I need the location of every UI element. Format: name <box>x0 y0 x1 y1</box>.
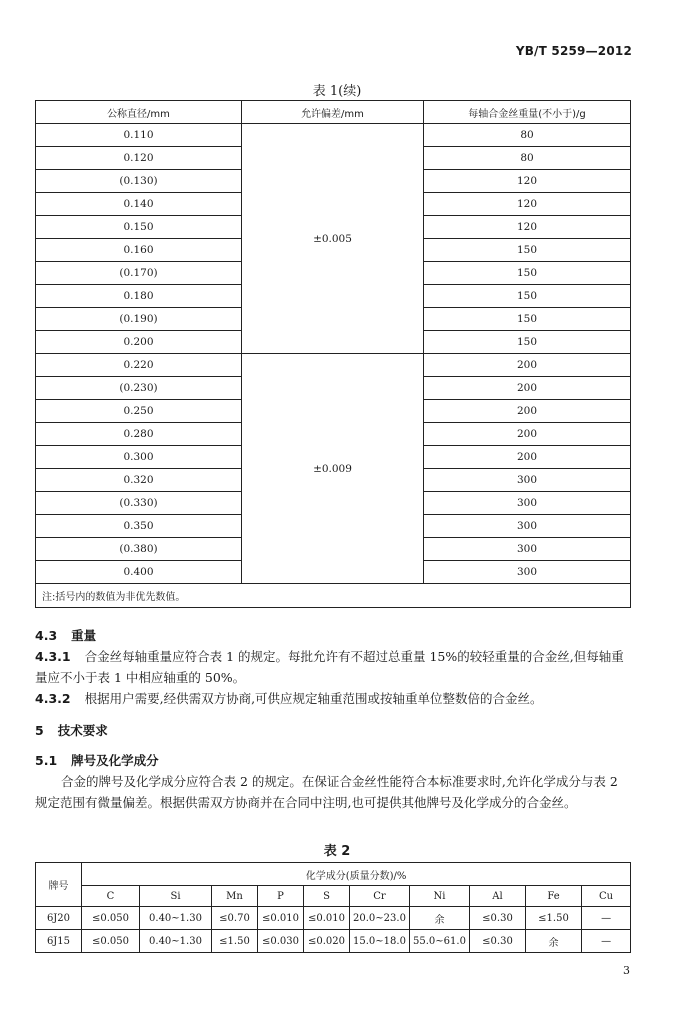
table1-diameter-cell: 0.220 <box>36 354 242 377</box>
table2-value-cell: ≤0.010 <box>258 907 304 930</box>
table2-value-cell: 55.0~61.0 <box>410 930 470 953</box>
table2-element-header: S <box>304 886 350 907</box>
table1-diameter-cell: (0.380) <box>36 538 242 561</box>
table2-value-cell: ≤0.30 <box>470 907 526 930</box>
table1 <box>35 100 631 608</box>
page-number: 3 <box>623 964 630 977</box>
table2-value-cell: ≤1.50 <box>212 930 258 953</box>
table1-weight-cell: 120 <box>424 193 631 216</box>
table1-header-row <box>36 101 631 124</box>
table1-diameter-cell: 0.160 <box>36 239 242 262</box>
table1-weight-cell: 150 <box>424 331 631 354</box>
table1-weight-cell: 150 <box>424 262 631 285</box>
table1-diameter-cell: (0.330) <box>36 492 242 515</box>
table1-diameter-cell: (0.170) <box>36 262 242 285</box>
table2-value-cell: ≤0.030 <box>258 930 304 953</box>
table2-element-header: Cr <box>350 886 410 907</box>
table2-value-cell: 余 <box>526 930 582 953</box>
section-5-heading: 5 技术要求 <box>35 723 108 738</box>
standard-code-header: YB/T 5259—2012 <box>515 44 632 58</box>
section-4-3-2-paragraph: 4.3.2 根据用户需要,经供需双方协商,可供应规定轴重范围或按轴重单位整数倍的合金丝。 <box>35 691 543 706</box>
section-5-1-paragraph: 合金的牌号及化学成分应符合表 2 的规定。在保证合金丝性能符合本标准要求时,允许化学成分与表 2 规定范围有微量偏差。根据供需双方协商并在合同中注明,也可提供其他牌号及化学成分的合金丝。 <box>35 774 618 810</box>
table1-diameter-cell: 0.320 <box>36 469 242 492</box>
table2 <box>35 862 631 953</box>
section-5-1-heading: 5.1 牌号及化学成分 <box>35 753 159 768</box>
table1-weight-cell: 300 <box>424 561 631 584</box>
table1-diameter-cell: 0.300 <box>36 446 242 469</box>
table1-weight-cell: 200 <box>424 400 631 423</box>
table1-weight-cell: 150 <box>424 308 631 331</box>
table2-value-cell: ≤1.50 <box>526 907 582 930</box>
table2-value-cell: 15.0~18.0 <box>350 930 410 953</box>
table2-value-cell: 0.40~1.30 <box>140 930 212 953</box>
table2-value-cell: — <box>582 907 631 930</box>
table2-grade-cell: 6J20 <box>36 907 82 930</box>
table1-weight-cell: 300 <box>424 492 631 515</box>
table2-element-header: Mn <box>212 886 258 907</box>
table2-value-cell: — <box>582 930 631 953</box>
table2-header-grade: 牌号 <box>36 863 82 907</box>
table2-element-header: C <box>82 886 140 907</box>
table1-weight-cell: 120 <box>424 216 631 239</box>
table1-diameter-cell: 0.350 <box>36 515 242 538</box>
table1-weight-cell: 80 <box>424 124 631 147</box>
table1-weight-cell: 150 <box>424 285 631 308</box>
table2-value-cell: ≤0.70 <box>212 907 258 930</box>
section-4-3-1-paragraph: 4.3.1 合金丝每轴重量应符合表 1 的规定。每批允许有不超过总重量 15%的较轻重量的合金丝,但每轴重量应不小于表 1 中相应轴重的 50%。 <box>35 649 624 685</box>
table1-diameter-cell: 0.400 <box>36 561 242 584</box>
table1-header-tolerance: 允许偏差/mm <box>242 101 424 124</box>
table1-header-diameter: 公称直径/mm <box>36 101 242 124</box>
table1-note: 注:括号内的数值为非优先数值。 <box>36 584 631 608</box>
table1-diameter-cell: 0.110 <box>36 124 242 147</box>
table1-weight-cell: 200 <box>424 423 631 446</box>
table2-element-header: Cu <box>582 886 631 907</box>
table1-diameter-cell: (0.190) <box>36 308 242 331</box>
table1-diameter-cell: (0.130) <box>36 170 242 193</box>
table2-value-cell: 余 <box>410 907 470 930</box>
table2-value-cell: ≤0.30 <box>470 930 526 953</box>
table2-element-header: Fe <box>526 886 582 907</box>
table1-weight-cell: 200 <box>424 446 631 469</box>
table2-element-header: P <box>258 886 304 907</box>
table2-element-header: Al <box>470 886 526 907</box>
table1-weight-cell: 120 <box>424 170 631 193</box>
table1-header-weight: 每轴合金丝重量(不小于)/g <box>424 101 631 124</box>
section-4-3-heading: 4.3 重量 <box>35 628 97 643</box>
table1-diameter-cell: (0.230) <box>36 377 242 400</box>
table1-diameter-cell: 0.180 <box>36 285 242 308</box>
table1-weight-cell: 150 <box>424 239 631 262</box>
table1-tolerance-cell: ±0.009 <box>242 354 424 584</box>
table2-grade-cell: 6J15 <box>36 930 82 953</box>
table1-weight-cell: 200 <box>424 377 631 400</box>
table1-note-row <box>36 584 631 608</box>
table1-diameter-cell: 0.140 <box>36 193 242 216</box>
table1-row <box>36 354 631 377</box>
table1-weight-cell: 300 <box>424 469 631 492</box>
table2-header-composition: 化学成分(质量分数)/% <box>82 863 631 886</box>
table2-value-cell: ≤0.050 <box>82 930 140 953</box>
table2-caption: 表 2 <box>323 844 351 859</box>
table1-diameter-cell: 0.250 <box>36 400 242 423</box>
table1-diameter-cell: 0.200 <box>36 331 242 354</box>
table2-element-header: Ni <box>410 886 470 907</box>
table1-weight-cell: 200 <box>424 354 631 377</box>
table2-value-cell: 20.0~23.0 <box>350 907 410 930</box>
table2-value-cell: ≤0.010 <box>304 907 350 930</box>
table1-caption: 表 1(续) <box>312 84 362 99</box>
table1-diameter-cell: 0.280 <box>36 423 242 446</box>
table1-row <box>36 124 631 147</box>
table2-row <box>36 907 631 930</box>
table2-value-cell: ≤0.020 <box>304 930 350 953</box>
table1-tolerance-cell: ±0.005 <box>242 124 424 354</box>
table1-diameter-cell: 0.150 <box>36 216 242 239</box>
table2-value-cell: ≤0.050 <box>82 907 140 930</box>
table1-diameter-cell: 0.120 <box>36 147 242 170</box>
table1-weight-cell: 300 <box>424 538 631 561</box>
table1-weight-cell: 80 <box>424 147 631 170</box>
table2-element-row <box>36 886 631 907</box>
table2-row <box>36 930 631 953</box>
table2-value-cell: 0.40~1.30 <box>140 907 212 930</box>
table2-element-header: Si <box>140 886 212 907</box>
table2-header-row <box>36 863 631 886</box>
table1-weight-cell: 300 <box>424 515 631 538</box>
